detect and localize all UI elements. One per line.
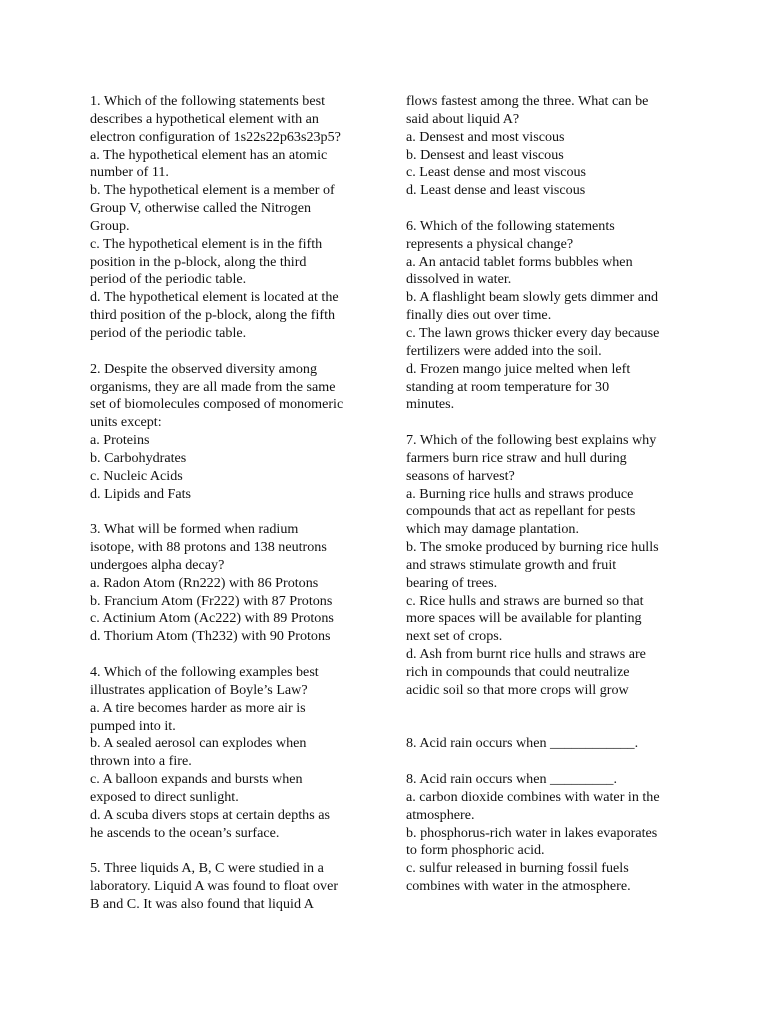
question-7-option-c: c. Rice hulls and straws are burned so that bbox=[406, 592, 644, 609]
question-1-option-d: period of the periodic table. bbox=[90, 324, 247, 341]
question-1-option-b: Group V, otherwise called the Nitrogen bbox=[90, 200, 312, 217]
question-7-option-a: a. Burning rice hulls and straws produce bbox=[406, 485, 634, 502]
question-3-option-d: d. Thorium Atom (Th232) with 90 Protons bbox=[90, 628, 331, 645]
question-8-option-b: b. phosphorus-rich water in lakes evaporates bbox=[406, 824, 658, 841]
question-1 bbox=[90, 93, 368, 343]
question-4-stem: 4. Which of the following examples best bbox=[90, 664, 319, 680]
question-8 bbox=[406, 771, 688, 896]
question-1-option-b: Group. bbox=[90, 217, 130, 234]
question-7-option-c: more spaces will be available for planting bbox=[406, 610, 642, 627]
left-column bbox=[90, 93, 368, 914]
question-1-option-c: c. The hypothetical element is in the fifth bbox=[90, 235, 323, 252]
question-2-stem: organisms, they are all made from the same bbox=[90, 378, 336, 395]
question-8-option-c: combines with water in the atmosphere. bbox=[406, 878, 631, 895]
question-6-option-a: a. An antacid tablet forms bubbles when bbox=[406, 253, 633, 270]
question-1-stem: describes a hypothetical element with an bbox=[90, 110, 319, 127]
question-6-option-d: standing at room temperature for 30 bbox=[406, 378, 610, 395]
question-2-option-d: d. Lipids and Fats bbox=[90, 485, 192, 502]
question-7-option-d: d. Ash from burnt rice hulls and straws are bbox=[406, 646, 646, 663]
paragraph-gap bbox=[90, 842, 368, 860]
question-7-option-d: rich in compounds that could neutralize bbox=[406, 664, 630, 680]
question-7-stem: farmers burn rice straw and hull during bbox=[406, 449, 627, 466]
question-6-stem: 6. Which of the following statements bbox=[406, 217, 615, 234]
question-6-option-d: minutes. bbox=[406, 396, 455, 413]
question-4-option-a: a. A tire becomes harder as more air is bbox=[90, 699, 306, 716]
question-5-option-a: a. Densest and most viscous bbox=[406, 128, 565, 145]
question-3-option-c: c. Actinium Atom (Ac222) with 89 Protons bbox=[90, 610, 334, 627]
question-7-stem: 7. Which of the following best explains why bbox=[406, 432, 657, 449]
question-8-stem: 8. Acid rain occurs when _________. bbox=[406, 771, 617, 788]
question-1-option-d: third position of the p-block, along the fifth bbox=[90, 307, 336, 324]
question-2 bbox=[90, 361, 368, 504]
question-4-option-b: thrown into a fire. bbox=[90, 753, 192, 770]
question-2-option-a: a. Proteins bbox=[90, 432, 150, 449]
question-6-stem: represents a physical change? bbox=[406, 235, 574, 252]
question-7-option-c: next set of crops. bbox=[406, 628, 503, 645]
question-8-option-c: c. sulfur released in burning fossil fuels bbox=[406, 860, 629, 877]
question-5-stem: flows fastest among the three. What can be bbox=[406, 93, 649, 109]
right-column bbox=[406, 93, 688, 896]
question-6-option-a: dissolved in water. bbox=[406, 271, 512, 288]
question-5-stem: B and C. It was also found that liquid A bbox=[90, 895, 314, 912]
question-1-option-a: a. The hypothetical element has an atomic bbox=[90, 146, 328, 163]
question-3-option-a: a. Radon Atom (Rn222) with 86 Protons bbox=[90, 574, 319, 591]
question-4-option-a: pumped into it. bbox=[90, 717, 176, 734]
question-1-stem: 1. Which of the following statements best bbox=[90, 93, 325, 109]
question-4-option-d: he ascends to the ocean’s surface. bbox=[90, 824, 280, 841]
question-5 bbox=[90, 860, 368, 914]
question-3-stem: isotope, with 88 protons and 138 neutrons bbox=[90, 539, 327, 556]
question-7-option-b: and straws stimulate growth and fruit bbox=[406, 556, 617, 573]
question-5-option-d: d. Least dense and least viscous bbox=[406, 182, 586, 199]
question-3-stem: 3. What will be formed when radium bbox=[90, 521, 299, 538]
question-2-stem: units except: bbox=[90, 414, 162, 431]
question-7-option-a: compounds that act as repellant for pests bbox=[406, 503, 636, 520]
question-7-option-a: which may damage plantation. bbox=[406, 521, 579, 538]
question-6-option-c: c. The lawn grows thicker every day because bbox=[406, 324, 660, 341]
question-8-option-a: atmosphere. bbox=[406, 806, 475, 823]
question-1-option-b: b. The hypothetical element is a member of bbox=[90, 182, 335, 199]
question-7 bbox=[406, 432, 688, 700]
question-6 bbox=[406, 218, 688, 414]
question-7-stem: seasons of harvest? bbox=[406, 467, 515, 484]
paragraph-gap bbox=[90, 503, 368, 521]
question-8-option-a: a. carbon dioxide combines with water in the bbox=[406, 788, 660, 805]
question-8-stem: 8. Acid rain occurs when ____________. bbox=[406, 735, 639, 752]
question-1-option-c: period of the periodic table. bbox=[90, 271, 247, 288]
question-1-option-d: d. The hypothetical element is located at the bbox=[90, 289, 339, 306]
question-6-option-b: finally dies out over time. bbox=[406, 307, 552, 324]
question-5-option-c: c. Least dense and most viscous bbox=[406, 164, 587, 181]
question-3-stem: undergoes alpha decay? bbox=[90, 556, 225, 573]
question-6-option-b: b. A flashlight beam slowly gets dimmer and bbox=[406, 289, 659, 306]
question-1-stem: electron configuration of 1s22s22p63s23p5? bbox=[90, 128, 341, 145]
question-1-option-a: number of 11. bbox=[90, 164, 169, 181]
question-4-option-c: c. A balloon expands and bursts when bbox=[90, 771, 303, 788]
question-2-option-c: c. Nucleic Acids bbox=[90, 467, 183, 484]
question-4 bbox=[90, 664, 368, 842]
question-3-option-b: b. Francium Atom (Fr222) with 87 Protons bbox=[90, 592, 333, 609]
question-6-option-c: fertilizers were added into the soil. bbox=[406, 342, 602, 359]
paragraph-gap bbox=[406, 200, 688, 218]
question-5-continued bbox=[406, 93, 688, 200]
question-2-stem: set of biomolecules composed of monomeric bbox=[90, 396, 344, 413]
paragraph-gap bbox=[406, 414, 688, 432]
question-1-option-c: position in the p-block, along the third bbox=[90, 253, 307, 270]
paragraph-gap bbox=[406, 753, 688, 771]
question-6-option-d: d. Frozen mango juice melted when left bbox=[406, 360, 631, 377]
question-7-option-d: acidic soil so that more crops will grow bbox=[406, 681, 629, 698]
question-3 bbox=[90, 521, 368, 646]
question-4-option-c: exposed to direct sunlight. bbox=[90, 788, 239, 805]
question-2-option-b: b. Carbohydrates bbox=[90, 449, 187, 466]
question-5-option-b: b. Densest and least viscous bbox=[406, 146, 564, 163]
question-8-option-b: to form phosphoric acid. bbox=[406, 842, 545, 859]
paragraph-gap bbox=[90, 646, 368, 664]
question-8-draft bbox=[406, 735, 688, 753]
paragraph-gap bbox=[90, 343, 368, 361]
question-4-option-b: b. A sealed aerosol can explodes when bbox=[90, 735, 307, 752]
question-5-stem: said about liquid A? bbox=[406, 110, 520, 127]
question-7-option-b: bearing of trees. bbox=[406, 574, 498, 591]
question-5-stem: 5. Three liquids A, B, C were studied in a bbox=[90, 860, 324, 877]
question-5-stem: laboratory. Liquid A was found to float over bbox=[90, 878, 339, 895]
question-2-stem: 2. Despite the observed diversity among bbox=[90, 360, 318, 377]
paragraph-gap bbox=[406, 700, 688, 736]
question-4-stem: illustrates application of Boyle’s Law? bbox=[90, 681, 308, 698]
question-7-option-b: b. The smoke produced by burning rice hulls bbox=[406, 539, 659, 556]
question-4-option-d: d. A scuba divers stops at certain depths as bbox=[90, 806, 330, 823]
